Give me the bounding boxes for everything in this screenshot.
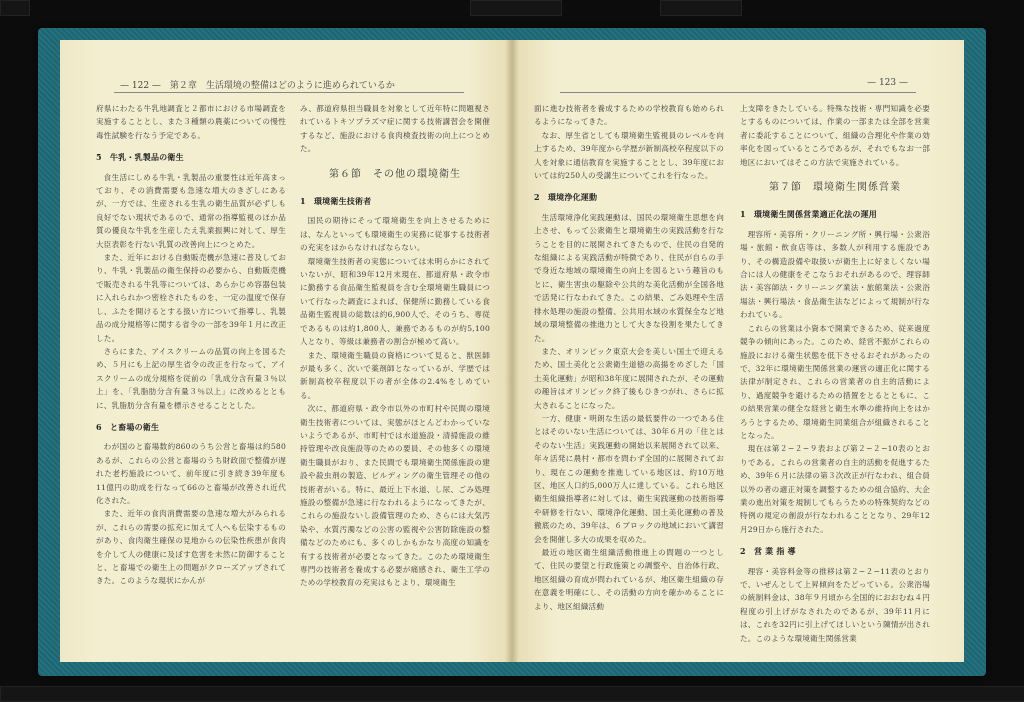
body-paragraph: なお、厚生省としても環境衛生監視員のレベルを向上するため、39年度から学歴が新制高校卒程度以下の人を対象に通信教育を実施することとし、39年度においては約250人の受講生についてこれを行なった。 [534,130,724,181]
left-page-column-2 [300,102,490,590]
body-paragraph: 最近の地区衛生組織活動推進上の問題の一つとして、住民の要望と行政施策との調整や、自治体行政、地区組織の育成が問われているが、地区衛生組織の存在意義を明確にし、その活動の方向を確かめることにより、地区組織活動 [534,548,724,611]
body-paragraph: さらにまた、アイスクリームの品質の向上を図るため、５月にも上記の厚生省令の改正を行なって、アイスクリームの成分規格を従前の「乳成分含有量３％以上」を、「乳脂肪分含有量３％以上」に改めるとともに、乳脂肪分含有量を標示させることとした。 [96,346,286,410]
right-header-rule [560,92,916,93]
body-paragraph: 次に、都道府県・政令市以外の市町村や民間の環境衛生技術者については、実態がほとんどわかっていないようであるが、市町村では水道施設・清掃施設の維持管理や改良施設等のための要員、その他多くの環境衛生職員がおり、また民間でも環境衛生関係施設の建設や殺虫剤の製造、ビルディングの衛生管理その他の技術者がいる。特に、最近上下水道、し尿、ごみ処理施設の整備が急速に行なわれるようになってきたが、これらの施設ないし設備管理のため、さらには大気汚染や、水質汚濁などの公害の監視や公害防除施設の整備などのためにも、多くのしかもかなり高度の知識を有する技術者が必要となってきた。このため環境衛生専門の技術者を養成する必要が痛感され、衛生工学のための学校教育の充実はもとより、環境衛生 [300,404,490,588]
body-paragraph: 理容・美容料金等の推移は第２−２−11表のとおりで、いぜんとして上昇傾向をたどっている。公衆浴場の統制料金は、38年９月頃から全国的におおむね４円程度の引上げがなされたのであるが、39年11月には、これを32円に引上げてほしいという陳情が出された。このような環境衛生関係営業 [740,566,930,643]
book-spine-gutter [505,40,519,662]
body-paragraph: また、近年の食肉消費需要の急速な増大がみられるが、これらの需要の拡充に加えて人へも伝染するものがあり、食肉衛生確保の見地からの伝染性疾患が食肉を介して人の健康に及ぼす危害を未然に防御することと、と畜場での衛生上の問題がクローズアップされてきた。このような現状にかんが [96,509,286,586]
left-header-rule [114,92,464,93]
body-paragraph: 理容所・美容所・クリーニング所・興行場・公衆浴場・旅館・飲食店等は、多数人が利用する施設であり、その構造設備や取扱いが衛生上に好ましくない場合には人の健康をそこなうおそれがあるので、理容師法・美容師法・クリーニング業法・旅館業法・公衆浴場法・興行場法・食品衛生法などによって規制が行なわれている。 [740,229,930,320]
body-paragraph: 国民の期待にそって環境衛生を向上させるためには、なんといっても環境衛生の実務に従事する技術者の充実をはからなければならない。 [300,216,490,253]
body-paragraph: 面に進む技術者を養成するための学校教育も始められるようになってきた。 [534,104,724,127]
body-paragraph: 環境衛生技術者の実態については未明らかにされていないが、昭和39年12月末現在、都道府県・政令市に勤務する食品衛生監視員を含む全環境衛生職員について行なった調査によれば、保健所に勤務している食品衛生監視員の総数は約6,900人で、そのうち、専従であるものは約1,800人、兼務であるものが約5,100人となり、等級は兼務者の割合が極めて高い。 [300,256,490,347]
background-notch-top-right [660,0,742,16]
section-heading: 1 環境衛生関係営業適正化法の運用 [740,209,877,220]
background-notch-top [470,0,562,16]
body-paragraph: わが国のと畜場数約860のうち公営と畜場は約580あるが、これらの公営と畜場のうち財政面で整備が遅れた老朽施設について、前年度に引き続き39年度も11億円の助成を行なって66のと畜場が改善され近代化された。 [96,442,286,505]
body-paragraph: 一方、健康・明朗な生活の最低要件の一つである住とはそのいない生活については、30年６月の「住とはそのない生活」実践運動の開始以来展開されて以来、年々活発に農村・都市を問わず全国的に展開されており、現在この運動を推進している地区は、約10万地区、地区人口約5,000万人に達している。これら地区衛生組織指導者に対しては、衛生実践運動の技術指導や研修を行ない、環境浄化運動、国土美化運動の普及徹底のため、39年は、６ブロックの地域において講習会を開催し多大の成果を収めた。 [534,413,724,544]
left-page [60,40,512,662]
body-paragraph: み、都道府県担当職員を対象として近年特に問題視されているトキソプラズマ症に関する技術講習会を開催するなど、施設における食肉検査技術の向上につとめた。 [300,104,490,154]
body-paragraph: また、近年における自動販売機が急速に普及しており、牛乳・乳製品の衛生保持の必要から、自動販売機で販売される牛乳等については、あらかじめ容器包装に入れられかつ密栓されたものを、一定の温度で保存し、ふたを開けるとする扱い方について指導し、乳製品の成分規格等に関する省令の一部を39年１月に改正した。 [96,253,286,343]
chapter-heading: 第６節 その他の環境衛生 [329,168,461,180]
section-heading: 2 営 業 指 導 [740,546,796,557]
right-page-column-2 [740,102,930,645]
left-page-column-1 [96,102,286,588]
section-heading: 5 牛乳・乳製品の衛生 [96,152,184,163]
body-paragraph: 府県にわたる牛乳地調査と２都市における市場調査を実施することとし、また３種類の農薬についての慢性毒性試験を行なう予定である。 [96,104,286,140]
right-page [512,40,964,662]
left-page-header: — 122 — 第２章 生活環境の整備はどのように進められているか [120,81,395,91]
body-paragraph: 上支障をきたしている。特殊な技術・専門知識を必要とするものについては、作業の一部または全部を営業者に委託することについて、組織の合理化や作業の効率化を図っているところであるが、それでもなお一部地区においてはそこの方法で実施されている。 [740,104,930,167]
background-notch-left [0,0,30,16]
chapter-heading: 第７節 環境衛生関係営業 [769,182,901,194]
section-heading: 1 環境衛生技術者 [300,196,372,207]
right-page-header: — 123 — [867,78,908,88]
body-paragraph: 食生活にしめる牛乳・乳製品の重要性は近年高まっており、その消費需要も急速な増大のきざしにあるが、一方では、生産される生乳の衛生品質が必ずしも良好でない現状であるので、通常の指導監視のほか品質の優良な牛乳を生産したえ乳業振興に対して、厚生大臣表彰を行ない乳質の改善向上につとめた。 [96,172,286,249]
section-heading: 6 と畜場の衛生 [96,421,160,432]
section-heading: 2 環境浄化運動 [534,192,598,203]
body-paragraph: また、環境衛生職員の資格について見ると、獣医師が最も多く、次いで薬剤師となっているが、学歴では新制高校卒程度以下の者が全体の2.4%をしめている。 [300,350,490,400]
body-paragraph: 生活環境浄化実践運動は、国民の環境衛生思想を向上させ、もって公衆衛生と環境衛生の実践活動を行なうことを目的に展開されてきたもので、住民の自発的な組織による実践活動が特徴であり、住民が自らの手で身近な地域の環境衛生の向上を図るという趣旨のもとに、衛生害虫の駆除や公共的な美化活動が全国各地で活発に行なわれてきた。この結果、ごみ処理や生活排水処理の施設の整備、公共用水域の水質保全など地域の環境整備の推進力として大きな役割を果たしてきた。 [534,212,724,343]
body-paragraph: また、オリンピック東京大会を美しい国土で迎えるため、国土美化と公衆衛生道徳の高揚をめざした「国土美化運動」が昭和38年度に展開されたが、その運動の趣旨はオリンピック終了後もひきつがれ、さらに拡大されることになった。 [534,346,724,410]
body-paragraph: これらの営業は小資本で開業できるため、従来過度競争の傾向にあった。このため、経営不振がこれらの施設における衛生状態を低下させるおそれがあったので、32年に環境衛生関係営業の運営の適正化に関する法律が制定され、これらの営業者の自主的活動により、過度競争を避けるための措置をとるとともに、この結果営業の健全な経営と衛生水準の維持向上をはかろうとするため、環境衛生同業組合が組織されることとなった。 [740,323,930,440]
body-paragraph: 現在は第２−２−９表および第２−２−10表のとおりである。これらの営業者の自主的活動を促進するため、39年６月に法律の第３次改正が行なわれ、組合員以外の者の適正対策を調整するための組合協約、大企業の進出対策を規制してもらうための特殊契約などの特例の規定の創設が行なわれることとなり、29年12月29日から施行された。 [740,444,930,534]
right-page-column-1 [534,102,724,613]
